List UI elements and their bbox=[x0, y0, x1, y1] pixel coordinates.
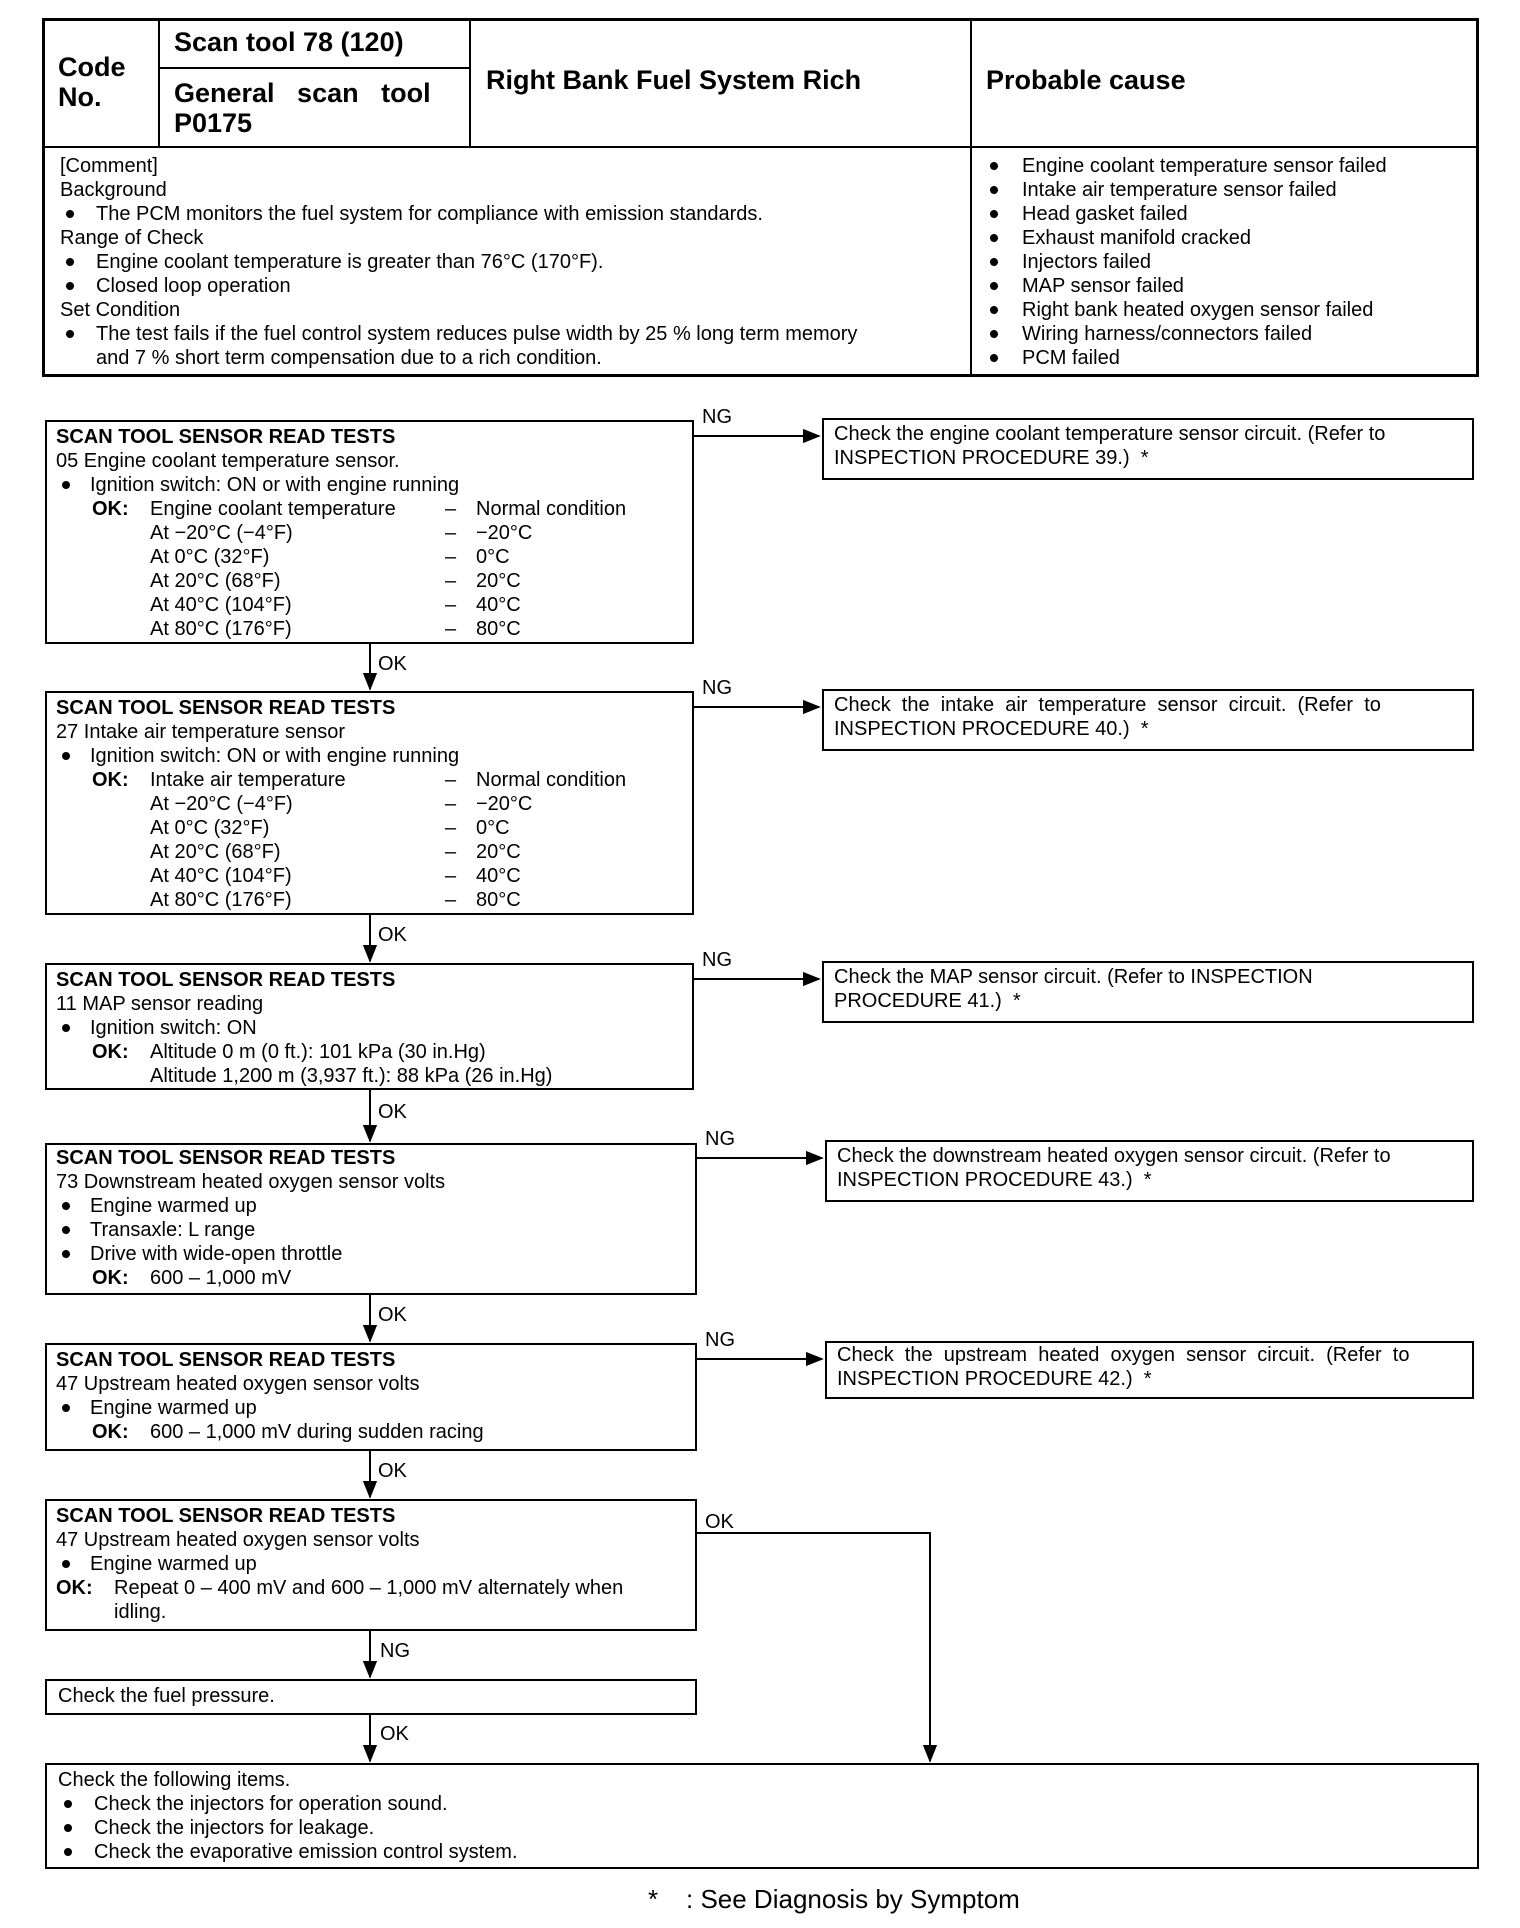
scan-test-title: SCAN TOOL SENSOR READ TESTS bbox=[56, 1147, 396, 1169]
reading-row-label: At 0°C (32°F) bbox=[150, 817, 270, 839]
bullet-icon bbox=[64, 1800, 72, 1808]
ok-label: OK: bbox=[92, 1041, 129, 1063]
dash-separator: – bbox=[445, 817, 457, 839]
scan-test-subtitle: 47 Upstream heated oxygen sensor volts bbox=[56, 1529, 420, 1551]
scan-test-subtitle: 73 Downstream heated oxygen sensor volts bbox=[56, 1171, 446, 1193]
reading-row-label: At 20°C (68°F) bbox=[150, 570, 281, 592]
reading-row-value: −20°C bbox=[476, 522, 533, 544]
page-title: Right Bank Fuel System Rich bbox=[486, 65, 862, 95]
cause-item: MAP sensor failed bbox=[1022, 275, 1184, 297]
bullet-icon bbox=[62, 1404, 70, 1412]
condition-text: Ignition switch: ON or with engine running bbox=[90, 474, 460, 496]
condition-text: Ignition switch: ON bbox=[90, 1017, 257, 1039]
condition-text: Engine warmed up bbox=[90, 1553, 257, 1575]
ng-action-text: Check the upstream heated oxygen sensor circuit. (Refer to INSPECTION PROCEDURE 42.) * bbox=[837, 1344, 1410, 1390]
comment-text: The test fails if the fuel control system reduces pulse width by 25 % long term memory bbox=[96, 323, 858, 345]
bullet-icon bbox=[62, 1560, 70, 1568]
ng-label: NG bbox=[702, 677, 732, 699]
reading-row-value: 40°C bbox=[476, 594, 521, 616]
ok-side-label: OK bbox=[705, 1511, 734, 1533]
scan-test-subtitle: 47 Upstream heated oxygen sensor volts bbox=[56, 1373, 420, 1395]
condition-text: Ignition switch: ON or with engine running bbox=[90, 745, 460, 767]
dash-separator: – bbox=[445, 841, 457, 863]
ok-value: 600 – 1,000 mV during sudden racing bbox=[150, 1421, 484, 1443]
cause-item: Injectors failed bbox=[1022, 251, 1151, 273]
reading-row-label: At 80°C (176°F) bbox=[150, 618, 292, 640]
comment-text: Engine coolant temperature is greater than 76°C (170°F). bbox=[96, 251, 604, 273]
cause-item: PCM failed bbox=[1022, 347, 1120, 369]
bullet-icon bbox=[62, 752, 70, 760]
ok-flow-label: OK bbox=[380, 1723, 409, 1745]
scan-test-title: SCAN TOOL SENSOR READ TESTS bbox=[56, 426, 396, 448]
comment-section: Range of Check bbox=[60, 227, 204, 249]
final-check-item: Check the evaporative emission control system. bbox=[94, 1841, 518, 1863]
cause-item: Head gasket failed bbox=[1022, 203, 1188, 225]
ok-label: OK: bbox=[92, 1421, 129, 1443]
condition-text: Engine warmed up bbox=[90, 1397, 257, 1419]
scan-test-title: SCAN TOOL SENSOR READ TESTS bbox=[56, 1349, 396, 1371]
cause-item: Exhaust manifold cracked bbox=[1022, 227, 1252, 249]
final-check-item: Check the injectors for leakage. bbox=[94, 1817, 375, 1839]
dash-separator: – bbox=[445, 769, 457, 791]
dash-separator: – bbox=[445, 865, 457, 887]
reading-row-label: At 80°C (176°F) bbox=[150, 889, 292, 911]
cause-item: Wiring harness/connectors failed bbox=[1022, 323, 1313, 345]
ok-flow-label: OK bbox=[378, 924, 407, 946]
probable-cause-label: Probable cause bbox=[986, 65, 1186, 95]
scan-test-subtitle: 27 Intake air temperature sensor bbox=[56, 721, 346, 743]
footnote-text: : See Diagnosis by Symptom bbox=[686, 1884, 1020, 1914]
comment-text: The PCM monitors the fuel system for compliance with emission standards. bbox=[96, 203, 763, 225]
footnote-star: * bbox=[648, 1884, 659, 1914]
ok-flow-label: OK bbox=[378, 1460, 407, 1482]
cause-item: Intake air temperature sensor failed bbox=[1022, 179, 1337, 201]
ok-flow-label: OK bbox=[378, 1304, 407, 1326]
condition-text: Transaxle: L range bbox=[90, 1219, 256, 1241]
ok-label: OK: bbox=[92, 1267, 129, 1289]
scan-test-title: SCAN TOOL SENSOR READ TESTS bbox=[56, 697, 396, 719]
condition-text: Engine warmed up bbox=[90, 1195, 257, 1217]
general-scan-tool-label: General scan tool P0175 bbox=[174, 78, 431, 138]
ng-action-text: Check the MAP sensor circuit. (Refer to INSPECTION PROCEDURE 41.) * bbox=[834, 966, 1313, 1012]
dash-separator: – bbox=[445, 618, 457, 640]
reading-row-value: 20°C bbox=[476, 841, 521, 863]
reading-row-label: At −20°C (−4°F) bbox=[150, 793, 293, 815]
comment-section: Set Condition bbox=[60, 299, 181, 321]
ng-action-text: Check the intake air temperature sensor circuit. (Refer to INSPECTION PROCEDURE 40.) * bbox=[834, 694, 1381, 740]
ok-head-value: Normal condition bbox=[476, 498, 627, 520]
bullet-icon bbox=[62, 1202, 70, 1210]
reading-row-label: At 40°C (104°F) bbox=[150, 865, 292, 887]
scan-tool-label: Scan tool 78 (120) bbox=[174, 27, 404, 57]
scan-test-title: SCAN TOOL SENSOR READ TESTS bbox=[56, 969, 396, 991]
condition-text: Drive with wide-open throttle bbox=[90, 1243, 343, 1265]
scan-test-subtitle: 11 MAP sensor reading bbox=[56, 993, 264, 1015]
reading-row-value: 20°C bbox=[476, 570, 521, 592]
ok-value: Altitude 1,200 m (3,937 ft.): 88 kPa (26 in.Hg) bbox=[150, 1065, 553, 1087]
code-label: Code No. bbox=[58, 52, 126, 112]
reading-row-label: At 40°C (104°F) bbox=[150, 594, 292, 616]
ok-head: Engine coolant temperature bbox=[150, 498, 396, 520]
reading-row-label: At 0°C (32°F) bbox=[150, 546, 270, 568]
dash-separator: – bbox=[445, 570, 457, 592]
ok-value: 600 – 1,000 mV bbox=[150, 1267, 292, 1289]
reading-row-value: −20°C bbox=[476, 793, 533, 815]
ng-label: NG bbox=[705, 1128, 735, 1150]
bullet-icon bbox=[62, 1250, 70, 1258]
final-check-title: Check the following items. bbox=[58, 1769, 291, 1791]
ok-value: Repeat 0 – 400 mV and 600 – 1,000 mV alternately when bbox=[114, 1577, 624, 1599]
reading-row-value: 0°C bbox=[476, 546, 510, 568]
final-check-item: Check the injectors for operation sound. bbox=[94, 1793, 448, 1815]
comment-text: and 7 % short term compensation due to a rich condition. bbox=[96, 347, 602, 369]
bullet-icon bbox=[64, 1824, 72, 1832]
bullet-icon bbox=[64, 1848, 72, 1856]
ok-value: Altitude 0 m (0 ft.): 101 kPa (30 in.Hg) bbox=[150, 1041, 486, 1063]
reading-row-value: 80°C bbox=[476, 618, 521, 640]
ok-flow-label: OK bbox=[378, 1101, 407, 1123]
reading-row-label: At 20°C (68°F) bbox=[150, 841, 281, 863]
dash-separator: – bbox=[445, 546, 457, 568]
ok-label: OK: bbox=[92, 769, 129, 791]
ok-head: Intake air temperature bbox=[150, 769, 346, 791]
ok-value: idling. bbox=[114, 1601, 167, 1623]
ng-label: NG bbox=[702, 406, 732, 428]
bullet-icon bbox=[62, 1226, 70, 1234]
dash-separator: – bbox=[445, 594, 457, 616]
reading-row-label: At −20°C (−4°F) bbox=[150, 522, 293, 544]
ok-head-value: Normal condition bbox=[476, 769, 627, 791]
ng-action-text: Check the downstream heated oxygen sensor circuit. (Refer to INSPECTION PROCEDURE 43.) * bbox=[837, 1145, 1391, 1191]
cause-item: Engine coolant temperature sensor failed bbox=[1022, 155, 1387, 177]
ng-flow-label: NG bbox=[380, 1640, 410, 1662]
comment-section: Background bbox=[60, 179, 167, 201]
reading-row-value: 40°C bbox=[476, 865, 521, 887]
fuel-pressure-text: Check the fuel pressure. bbox=[58, 1685, 275, 1707]
scan-test-title: SCAN TOOL SENSOR READ TESTS bbox=[56, 1505, 396, 1527]
ok-flow-label: OK bbox=[378, 653, 407, 675]
dash-separator: – bbox=[445, 498, 457, 520]
bullet-icon bbox=[62, 1024, 70, 1032]
dash-separator: – bbox=[445, 793, 457, 815]
comment-heading: [Comment] bbox=[60, 155, 158, 177]
comment-text: Closed loop operation bbox=[96, 275, 291, 297]
reading-row-value: 0°C bbox=[476, 817, 510, 839]
cause-item: Right bank heated oxygen sensor failed bbox=[1022, 299, 1374, 321]
bullet-icon bbox=[62, 481, 70, 489]
ng-label: NG bbox=[705, 1329, 735, 1351]
scan-test-subtitle: 05 Engine coolant temperature sensor. bbox=[56, 450, 400, 472]
ok-label: OK: bbox=[92, 498, 129, 520]
dash-separator: – bbox=[445, 889, 457, 911]
ok-label: OK: bbox=[56, 1577, 93, 1599]
ng-label: NG bbox=[702, 949, 732, 971]
reading-row-value: 80°C bbox=[476, 889, 521, 911]
dash-separator: – bbox=[445, 522, 457, 544]
ng-action-text: Check the engine coolant temperature sensor circuit. (Refer to INSPECTION PROCEDURE 39.) * bbox=[834, 423, 1386, 469]
